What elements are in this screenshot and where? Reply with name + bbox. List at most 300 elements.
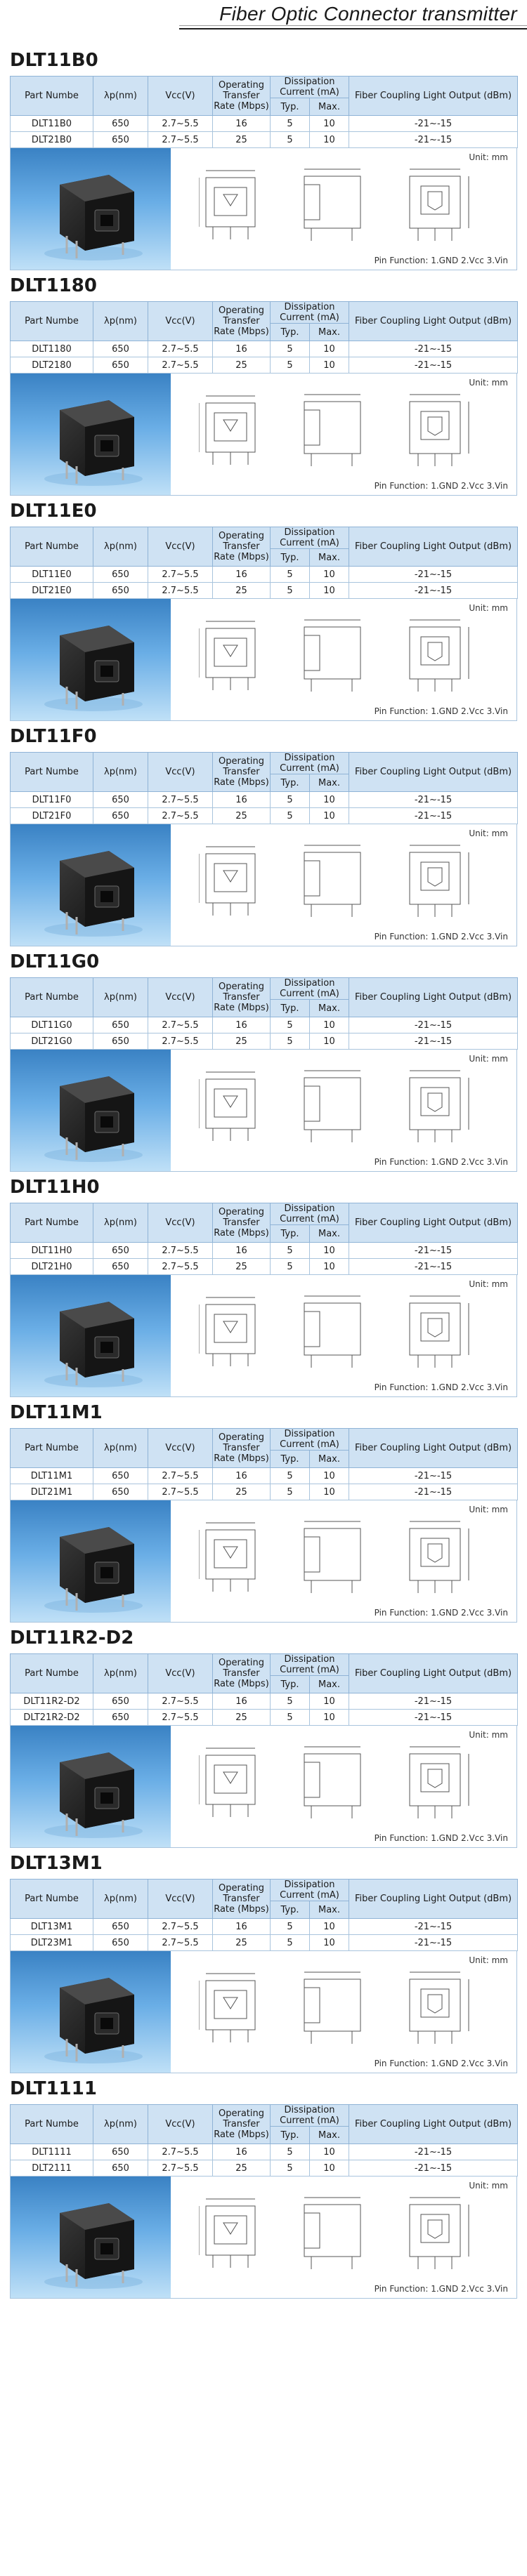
table-row (11, 1017, 518, 1033)
technical-drawing-area (171, 1275, 516, 1396)
header-part-number: Part Numbe (11, 77, 93, 116)
spec-table-body (11, 1017, 518, 1050)
table-cell: 16 (213, 792, 271, 808)
spec-table (10, 2104, 518, 2177)
table-cell: -21~-15 (349, 567, 518, 583)
table-cell: 10 (310, 1935, 349, 1951)
spec-table-body (11, 341, 518, 374)
header-fiber-coupling: Fiber Coupling Light Output (dBm) (349, 527, 518, 567)
header-dissipation: Dissipation Current (mA) (271, 753, 349, 774)
table-cell: 2.7~5.5 (148, 1710, 213, 1726)
table-cell: 5 (271, 1243, 310, 1259)
header-typ: Typ. (271, 1676, 310, 1693)
spec-table-body (11, 567, 518, 599)
table-cell: -21~-15 (349, 1919, 518, 1935)
header-typ: Typ. (271, 324, 310, 341)
table-cell: 5 (271, 1919, 310, 1935)
product-section (0, 1172, 527, 1397)
header-part-number: Part Numbe (11, 2105, 93, 2144)
header-rule (179, 28, 527, 29)
table-cell: DLT11M1 (11, 1468, 93, 1484)
header-dissipation: Dissipation Current (mA) (271, 978, 349, 1000)
pin-function-label: Pin Function: 1.GND 2.Vcc 3.Vin (374, 2059, 508, 2068)
product-section (0, 1848, 527, 2073)
table-cell: DLT11E0 (11, 567, 93, 583)
header-max: Max. (310, 2127, 349, 2144)
table-cell: 650 (93, 1935, 148, 1951)
table-cell: 25 (213, 1033, 271, 1050)
header-max: Max. (310, 98, 349, 116)
pin-function-label: Pin Function: 1.GND 2.Vcc 3.Vin (374, 256, 508, 265)
pin-function-label: Pin Function: 1.GND 2.Vcc 3.Vin (374, 481, 508, 491)
unit-label: Unit: mm (469, 378, 508, 388)
table-cell: -21~-15 (349, 1243, 518, 1259)
spec-table (10, 301, 518, 374)
table-cell: 650 (93, 1259, 148, 1275)
section-title: DLT11E0 (10, 501, 97, 522)
table-cell: 650 (93, 2144, 148, 2160)
header-vcc: Vcc(V) (148, 527, 213, 567)
spec-table-body (11, 1693, 518, 1726)
pin-function-label: Pin Function: 1.GND 2.Vcc 3.Vin (374, 1608, 508, 1618)
connector-photo-icon (11, 1500, 171, 1622)
table-cell: 650 (93, 792, 148, 808)
header-fiber-coupling: Fiber Coupling Light Output (dBm) (349, 978, 518, 1017)
header-vcc: Vcc(V) (148, 978, 213, 1017)
header-vcc: Vcc(V) (148, 1880, 213, 1919)
table-cell: 25 (213, 808, 271, 824)
spec-table-body (11, 792, 518, 824)
table-cell: 16 (213, 341, 271, 357)
product-image-row (10, 1275, 517, 1397)
technical-drawing-area (171, 599, 516, 720)
product-section (0, 270, 527, 496)
header-vcc: Vcc(V) (148, 1654, 213, 1693)
table-cell: 16 (213, 1468, 271, 1484)
table-cell: 650 (93, 1017, 148, 1033)
table-cell: 2.7~5.5 (148, 2160, 213, 2177)
connector-photo-icon (11, 1275, 171, 1396)
table-cell: DLT11R2-D2 (11, 1693, 93, 1710)
table-row (11, 1484, 518, 1500)
table-cell: 5 (271, 583, 310, 599)
table-cell: 2.7~5.5 (148, 357, 213, 374)
table-cell: 650 (93, 341, 148, 357)
table-row (11, 808, 518, 824)
table-cell: 16 (213, 116, 271, 132)
table-row (11, 1919, 518, 1935)
table-cell: 10 (310, 792, 349, 808)
product-photo (11, 824, 171, 946)
table-cell: DLT21F0 (11, 808, 93, 824)
header-part-number: Part Numbe (11, 753, 93, 792)
table-cell: 25 (213, 132, 271, 148)
technical-drawing-area (171, 148, 516, 270)
table-cell: 650 (93, 2160, 148, 2177)
table-row (11, 2144, 518, 2160)
section-title: DLT1111 (10, 2078, 97, 2099)
table-cell: -21~-15 (349, 583, 518, 599)
table-cell: 5 (271, 792, 310, 808)
spec-table-body (11, 2144, 518, 2177)
header-max: Max. (310, 1676, 349, 1693)
header-operating-rate: Operating Transfer Rate (Mbps) (213, 77, 271, 116)
table-cell: 16 (213, 1243, 271, 1259)
connector-photo-icon (11, 1726, 171, 1847)
table-cell: 650 (93, 357, 148, 374)
table-cell: DLT21H0 (11, 1259, 93, 1275)
pin-function-label: Pin Function: 1.GND 2.Vcc 3.Vin (374, 1157, 508, 1167)
table-cell: -21~-15 (349, 1484, 518, 1500)
table-cell: 2.7~5.5 (148, 1243, 213, 1259)
table-row (11, 1935, 518, 1951)
header-wavelength: λp(nm) (93, 2105, 148, 2144)
table-cell: 2.7~5.5 (148, 116, 213, 132)
connector-photo-icon (11, 824, 171, 946)
spec-table (10, 752, 518, 824)
table-cell: 25 (213, 1935, 271, 1951)
page-title: Fiber Optic Connector transmitter (219, 3, 517, 25)
table-cell: 2.7~5.5 (148, 1468, 213, 1484)
table-cell: DLT11G0 (11, 1017, 93, 1033)
product-photo (11, 374, 171, 495)
table-cell: DLT1180 (11, 341, 93, 357)
table-cell: 5 (271, 2160, 310, 2177)
product-image-row (10, 2177, 517, 2299)
header-max: Max. (310, 324, 349, 341)
technical-drawing-area (171, 1500, 516, 1622)
dimension-drawing-icon (199, 164, 508, 246)
header-wavelength: λp(nm) (93, 978, 148, 1017)
table-cell: 2.7~5.5 (148, 1033, 213, 1050)
product-section (0, 496, 527, 721)
table-cell: 5 (271, 808, 310, 824)
table-cell: 650 (93, 583, 148, 599)
dimension-drawing-icon (199, 389, 508, 472)
table-cell: 25 (213, 2160, 271, 2177)
table-row (11, 116, 518, 132)
table-cell: 2.7~5.5 (148, 808, 213, 824)
header-operating-rate: Operating Transfer Rate (Mbps) (213, 527, 271, 567)
header-max: Max. (310, 1451, 349, 1468)
table-row (11, 2160, 518, 2177)
table-cell: 10 (310, 1919, 349, 1935)
header-dissipation: Dissipation Current (mA) (271, 1429, 349, 1451)
header-fiber-coupling: Fiber Coupling Light Output (dBm) (349, 1880, 518, 1919)
product-image-row (10, 1500, 517, 1623)
dimension-drawing-icon (199, 1516, 508, 1599)
table-cell: -21~-15 (349, 1710, 518, 1726)
table-row (11, 1259, 518, 1275)
header-typ: Typ. (271, 1225, 310, 1243)
table-cell: DLT21G0 (11, 1033, 93, 1050)
unit-label: Unit: mm (469, 2181, 508, 2191)
table-row (11, 357, 518, 374)
unit-label: Unit: mm (469, 1054, 508, 1064)
header-fiber-coupling: Fiber Coupling Light Output (dBm) (349, 753, 518, 792)
table-cell: DLT21E0 (11, 583, 93, 599)
table-row (11, 132, 518, 148)
header-vcc: Vcc(V) (148, 2105, 213, 2144)
technical-drawing-area (171, 374, 516, 495)
product-section (0, 1623, 527, 1848)
table-cell: 25 (213, 1484, 271, 1500)
table-cell: DLT2111 (11, 2160, 93, 2177)
table-cell: 25 (213, 1259, 271, 1275)
table-cell: -21~-15 (349, 341, 518, 357)
table-cell: 650 (93, 1919, 148, 1935)
header-max: Max. (310, 774, 349, 792)
header-operating-rate: Operating Transfer Rate (Mbps) (213, 753, 271, 792)
table-cell: 2.7~5.5 (148, 1484, 213, 1500)
connector-photo-icon (11, 1951, 171, 2073)
dimension-drawing-icon (199, 2192, 508, 2275)
dimension-drawing-icon (199, 840, 508, 923)
product-photo (11, 599, 171, 720)
product-image-row (10, 148, 517, 270)
unit-label: Unit: mm (469, 1955, 508, 1965)
table-cell: 25 (213, 357, 271, 374)
header-wavelength: λp(nm) (93, 1654, 148, 1693)
header-operating-rate: Operating Transfer Rate (Mbps) (213, 2105, 271, 2144)
table-cell: -21~-15 (349, 132, 518, 148)
table-cell: 5 (271, 1259, 310, 1275)
dimension-drawing-icon (199, 1290, 508, 1373)
table-cell: -21~-15 (349, 808, 518, 824)
spec-table (10, 977, 518, 1050)
product-image-row (10, 1726, 517, 1848)
dimension-drawing-icon (199, 614, 508, 697)
table-cell: 2.7~5.5 (148, 2144, 213, 2160)
header-vcc: Vcc(V) (148, 753, 213, 792)
table-cell: 650 (93, 1033, 148, 1050)
section-title: DLT1180 (10, 275, 97, 296)
table-cell: 2.7~5.5 (148, 1017, 213, 1033)
table-cell: -21~-15 (349, 1259, 518, 1275)
connector-photo-icon (11, 2177, 171, 2298)
pin-function-label: Pin Function: 1.GND 2.Vcc 3.Vin (374, 706, 508, 716)
header-operating-rate: Operating Transfer Rate (Mbps) (213, 302, 271, 341)
header-operating-rate: Operating Transfer Rate (Mbps) (213, 1203, 271, 1243)
unit-label: Unit: mm (469, 152, 508, 162)
spec-table-body (11, 1468, 518, 1500)
dimension-drawing-icon (199, 1065, 508, 1148)
spec-table-body (11, 1243, 518, 1275)
table-cell: DLT2180 (11, 357, 93, 374)
header-max: Max. (310, 1901, 349, 1919)
product-section (0, 721, 527, 946)
table-cell: -21~-15 (349, 116, 518, 132)
table-cell: 2.7~5.5 (148, 583, 213, 599)
table-cell: 10 (310, 132, 349, 148)
page-header (0, 0, 527, 45)
header-part-number: Part Numbe (11, 1654, 93, 1693)
table-cell: 5 (271, 1935, 310, 1951)
product-photo (11, 2177, 171, 2298)
dimension-drawing-icon (199, 1741, 508, 1824)
pin-function-label: Pin Function: 1.GND 2.Vcc 3.Vin (374, 1382, 508, 1392)
header-wavelength: λp(nm) (93, 302, 148, 341)
table-cell: 5 (271, 341, 310, 357)
section-title: DLT11R2-D2 (10, 1627, 134, 1649)
table-row (11, 567, 518, 583)
header-part-number: Part Numbe (11, 978, 93, 1017)
table-cell: 650 (93, 116, 148, 132)
header-wavelength: λp(nm) (93, 753, 148, 792)
section-title: DLT13M1 (10, 1853, 103, 1874)
table-cell: 16 (213, 1693, 271, 1710)
spec-table (10, 1428, 518, 1500)
product-photo (11, 1050, 171, 1171)
table-cell: 5 (271, 1693, 310, 1710)
header-dissipation: Dissipation Current (mA) (271, 302, 349, 324)
header-operating-rate: Operating Transfer Rate (Mbps) (213, 1654, 271, 1693)
header-operating-rate: Operating Transfer Rate (Mbps) (213, 978, 271, 1017)
header-fiber-coupling: Fiber Coupling Light Output (dBm) (349, 1654, 518, 1693)
header-vcc: Vcc(V) (148, 1203, 213, 1243)
table-cell: 5 (271, 1468, 310, 1484)
header-part-number: Part Numbe (11, 527, 93, 567)
table-cell: DLT23M1 (11, 1935, 93, 1951)
table-cell: 10 (310, 116, 349, 132)
technical-drawing-area (171, 1726, 516, 1847)
product-sections (0, 45, 527, 2299)
header-operating-rate: Operating Transfer Rate (Mbps) (213, 1429, 271, 1468)
table-cell: 650 (93, 808, 148, 824)
table-cell: -21~-15 (349, 2160, 518, 2177)
table-cell: DLT11H0 (11, 1243, 93, 1259)
header-typ: Typ. (271, 774, 310, 792)
product-photo (11, 1500, 171, 1622)
table-cell: -21~-15 (349, 1017, 518, 1033)
table-cell: DLT21M1 (11, 1484, 93, 1500)
connector-photo-icon (11, 374, 171, 495)
table-cell: -21~-15 (349, 792, 518, 808)
pin-function-label: Pin Function: 1.GND 2.Vcc 3.Vin (374, 2284, 508, 2294)
table-row (11, 1033, 518, 1050)
table-cell: 10 (310, 583, 349, 599)
table-cell: 650 (93, 132, 148, 148)
table-row (11, 1710, 518, 1726)
table-cell: 10 (310, 1017, 349, 1033)
table-cell: 5 (271, 1484, 310, 1500)
product-image-row (10, 1951, 517, 2073)
header-typ: Typ. (271, 549, 310, 567)
section-title: DLT11F0 (10, 726, 97, 747)
unit-label: Unit: mm (469, 1279, 508, 1289)
table-cell: 10 (310, 1693, 349, 1710)
table-cell: 2.7~5.5 (148, 1693, 213, 1710)
table-cell: 5 (271, 132, 310, 148)
spec-table (10, 76, 518, 148)
table-cell: 650 (93, 1468, 148, 1484)
table-cell: 2.7~5.5 (148, 567, 213, 583)
header-typ: Typ. (271, 98, 310, 116)
header-wavelength: λp(nm) (93, 527, 148, 567)
table-cell: 5 (271, 1710, 310, 1726)
table-cell: 10 (310, 1468, 349, 1484)
spec-table-body (11, 1919, 518, 1951)
product-section (0, 2073, 527, 2299)
header-wavelength: λp(nm) (93, 77, 148, 116)
table-cell: 10 (310, 1710, 349, 1726)
technical-drawing-area (171, 1050, 516, 1171)
connector-photo-icon (11, 599, 171, 720)
pin-function-label: Pin Function: 1.GND 2.Vcc 3.Vin (374, 1833, 508, 1843)
dimension-drawing-icon (199, 1967, 508, 2049)
section-title: DLT11B0 (10, 50, 98, 71)
pin-function-label: Pin Function: 1.GND 2.Vcc 3.Vin (374, 932, 508, 942)
table-cell: DLT1111 (11, 2144, 93, 2160)
table-cell: -21~-15 (349, 2144, 518, 2160)
table-cell: 25 (213, 1710, 271, 1726)
technical-drawing-area (171, 2177, 516, 2298)
spec-table (10, 1653, 518, 1726)
product-photo (11, 1726, 171, 1847)
table-cell: 2.7~5.5 (148, 792, 213, 808)
header-wavelength: λp(nm) (93, 1429, 148, 1468)
table-cell: 10 (310, 1484, 349, 1500)
product-photo (11, 148, 171, 270)
table-cell: DLT13M1 (11, 1919, 93, 1935)
table-row (11, 792, 518, 808)
header-vcc: Vcc(V) (148, 1429, 213, 1468)
product-image-row (10, 824, 517, 946)
table-cell: 10 (310, 1033, 349, 1050)
product-image-row (10, 374, 517, 496)
header-dissipation: Dissipation Current (mA) (271, 1203, 349, 1225)
connector-photo-icon (11, 1050, 171, 1171)
spec-table (10, 527, 518, 599)
table-row (11, 583, 518, 599)
table-row (11, 341, 518, 357)
table-cell: 16 (213, 2144, 271, 2160)
table-cell: 2.7~5.5 (148, 341, 213, 357)
header-part-number: Part Numbe (11, 1880, 93, 1919)
header-operating-rate: Operating Transfer Rate (Mbps) (213, 1880, 271, 1919)
table-cell: 5 (271, 2144, 310, 2160)
table-cell: 16 (213, 1017, 271, 1033)
table-cell: DLT21R2-D2 (11, 1710, 93, 1726)
table-cell: 10 (310, 2160, 349, 2177)
table-cell: 10 (310, 341, 349, 357)
table-row (11, 1468, 518, 1484)
header-rule-thin (179, 25, 527, 26)
header-vcc: Vcc(V) (148, 77, 213, 116)
header-typ: Typ. (271, 1901, 310, 1919)
header-dissipation: Dissipation Current (mA) (271, 1880, 349, 1901)
table-cell: DLT11F0 (11, 792, 93, 808)
table-cell: 10 (310, 1243, 349, 1259)
table-cell: -21~-15 (349, 1033, 518, 1050)
header-vcc: Vcc(V) (148, 302, 213, 341)
table-cell: 10 (310, 1259, 349, 1275)
table-cell: 10 (310, 808, 349, 824)
table-cell: 5 (271, 567, 310, 583)
table-cell: 25 (213, 583, 271, 599)
table-cell: 2.7~5.5 (148, 1259, 213, 1275)
product-section (0, 1397, 527, 1623)
header-typ: Typ. (271, 2127, 310, 2144)
header-max: Max. (310, 549, 349, 567)
table-cell: 650 (93, 1693, 148, 1710)
product-photo (11, 1951, 171, 2073)
table-cell: 5 (271, 357, 310, 374)
table-cell: -21~-15 (349, 1693, 518, 1710)
table-row (11, 1243, 518, 1259)
spec-table (10, 1203, 518, 1275)
spec-table (10, 1879, 518, 1951)
